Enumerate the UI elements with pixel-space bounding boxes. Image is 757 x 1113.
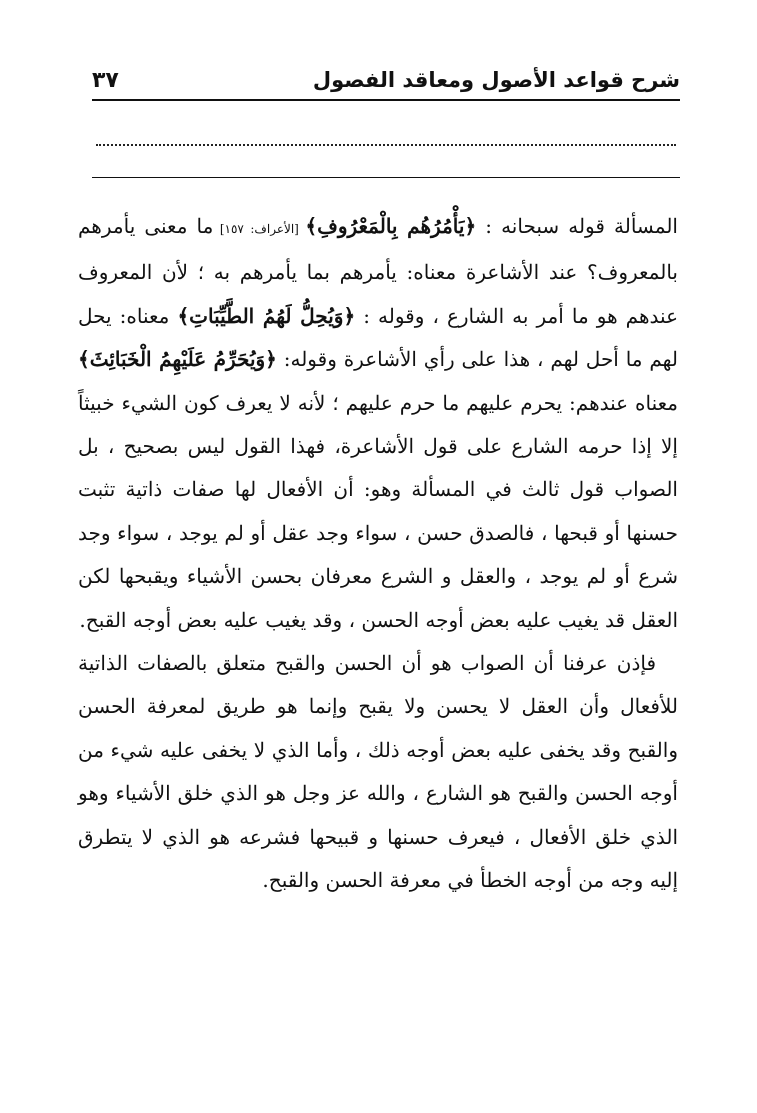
page-number: ٣٧ [92,67,119,93]
verse-citation: [الأعراف: ١٥٧] [213,222,306,236]
text-run: المسألة قوله سبحانه : [476,214,678,238]
dotted-separator [96,144,676,146]
page-header [92,62,680,98]
quran-verse: ﴿يَأْمُرُهُم بِالْمَعْرُوفِ﴾ [305,214,477,238]
quran-verse: ﴿وَيُحِلُّ لَهُمُ الطَّيِّبَاتِ﴾ [177,303,356,328]
paragraph: فإذن عرفنا أن الصواب هو أن الحسن والقبح متعلق بالصفات الذاتية للأفعال وأن العقل لا يحسن ولا يقبح وإنما هو طريق لمعرفة الحسن والقبح وقد يخفى عليه بعض أوجه ذلك ، وأما الذي لا يخفى عليه شيء من أوجه الحسن والقبح هو الشارع ، والله عز وجل هو الذي خلق الأشياء وهو الذي خلق الأفعال ، فيعرف حسنها و قبيحها فشرعه هو الذي لا يتطرق إليه وجه من أوجه الخطأ في معرفة الحسن والقبح. [78,651,678,893]
quran-verse: ﴿وَيُحَرِّمُ عَلَيْهِمُ الْخَبَائِثَ﴾ [78,347,277,372]
main-text [78,205,678,903]
header-rule [92,99,680,101]
section-rule [92,177,680,178]
text-run: ما معنى يأمرهم بالمعروف؟ عند الأشاعرة معناه: يأمرهم بما يأمرهم به ؛ لأن المعروف عندهم هو ما أمر به الشارع ، وقوله : [78,214,679,328]
text-run: معناه عندهم: يحرم عليهم ما حرم عليهم ؛ لأنه لا يعرف كون الشيء خبيثاً إلا إذا حرمه الشارع على قول الأشاعرة، فهذا القول ليس بصحيح ، بل الصواب قول ثالث في المسألة وهو: أن الأفعال لها صفات ذاتية تثبت حسنها أو قبحها ، فالصدق حسن ، سواء وجد عقل أو لم يوجد ، سواء وجد شرع أو لم يوجد ، والعقل و الشرع معرفان بحسن الأشياء ويقبحها لكن العقل قد يغيب عليه بعض أوجه الحسن ، وقد يغيب عليه بعض أوجه القبح. [78,390,678,632]
text-run: معناه: يحل لهم ما أحل لهم ، هذا على رأي الأشاعرة وقوله: [78,303,678,372]
paragraph [78,205,678,642]
running-title: شرح قواعد الأصول ومعاقد الفصول [312,68,680,92]
